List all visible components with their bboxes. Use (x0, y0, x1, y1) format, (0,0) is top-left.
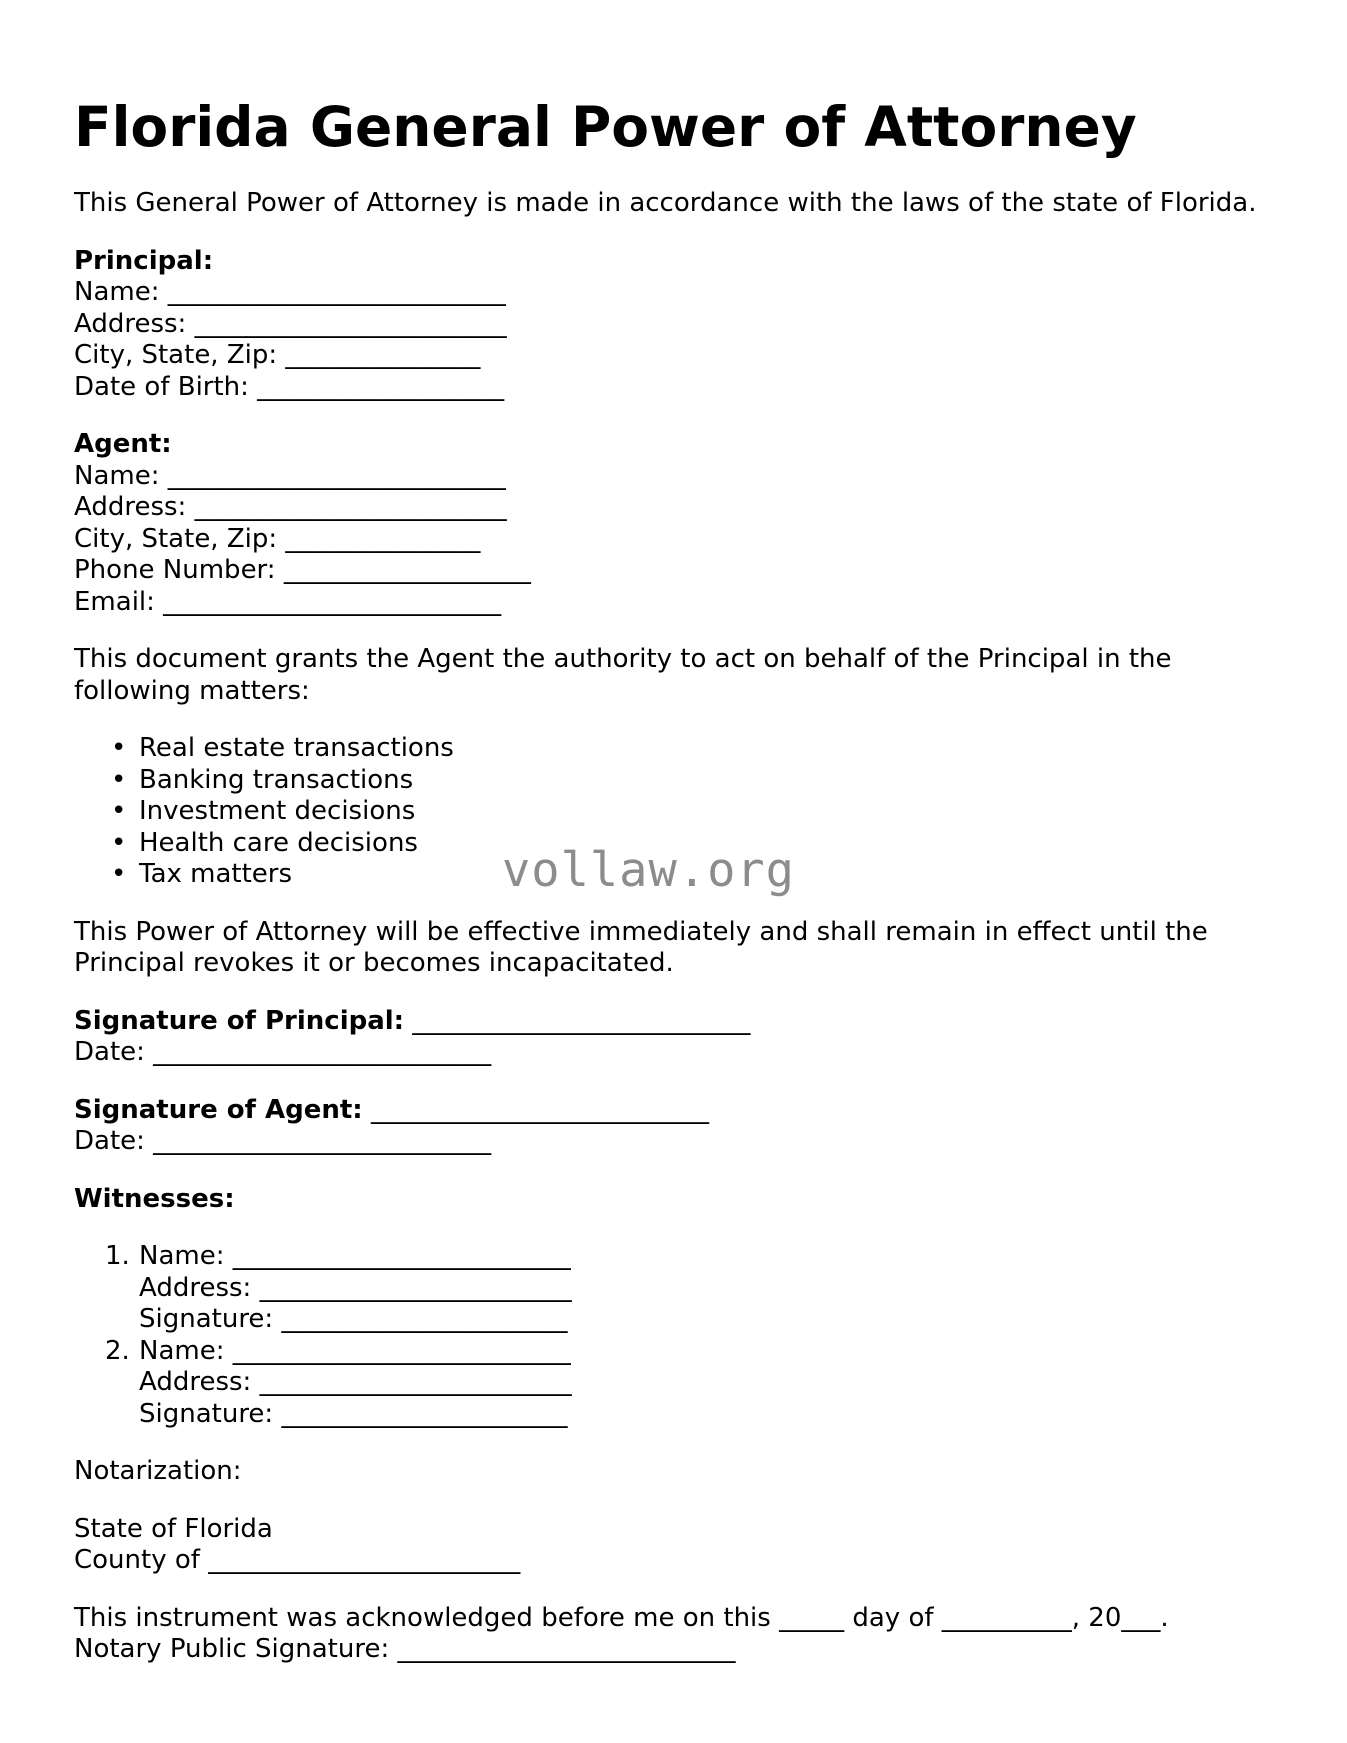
grant-line: following matters: (74, 675, 310, 706)
witness-name-field: Name: __________________________ (139, 1335, 571, 1366)
notarization-heading: Notarization: (74, 1456, 242, 1486)
witness-number: 1. (105, 1241, 130, 1271)
principal-heading: Principal: (74, 245, 214, 276)
notary-acknowledgment (74, 1603, 1304, 1666)
witness-item (105, 1241, 1304, 1336)
list-item: • Tax matters (139, 859, 1304, 891)
list-item: • Investment decisions (139, 796, 1304, 828)
agent-date-field: Date: __________________________ (74, 1126, 492, 1156)
witness-name-field: Name: __________________________ (139, 1241, 571, 1271)
principal-name-field: Name: __________________________ (74, 277, 506, 307)
principal-dob-field: Date of Birth: ___________________ (74, 371, 505, 402)
principal-signature-label: Signature of Principal: (74, 1005, 405, 1036)
principal-address-field: Address: ________________________ (74, 308, 507, 339)
agent-signature-blank: __________________________ (362, 1094, 709, 1125)
principal-city-field: City, State, Zip: _______________ (74, 340, 481, 370)
notary-county-field: County of ________________________ (74, 1545, 521, 1575)
agent-phone-field: Phone Number: ___________________ (74, 555, 531, 585)
watermark: vollaw.org (502, 843, 795, 898)
agent-city-field: City, State, Zip: _______________ (74, 523, 481, 554)
notary-state: State of Florida (74, 1513, 273, 1544)
effective-line: This Power of Attorney will be effective immediately and shall remain in effect until the (74, 916, 1208, 947)
agent-signature-label: Signature of Agent: (74, 1094, 363, 1125)
intro-paragraph: This General Power of Attorney is made in accordance with the laws of the state of Florida. (74, 188, 1257, 218)
list-item: • Banking transactions (139, 765, 1304, 797)
notary-venue (74, 1514, 1304, 1577)
grant-paragraph (74, 644, 1304, 707)
principal-section (74, 246, 1304, 404)
principal-signature-line (74, 1006, 1304, 1038)
effective-line: Principal revokes it or becomes incapacitated. (74, 948, 674, 978)
agent-address-field: Address: ________________________ (74, 492, 507, 522)
list-item: • Health care decisions (139, 828, 1304, 860)
document-title: Florida General Power of Attorney (74, 95, 1137, 159)
agent-heading: Agent: (74, 429, 172, 459)
witness-signature-field: Signature: ______________________ (139, 1304, 568, 1334)
witness-item (105, 1335, 1304, 1431)
list-item: • Real estate transactions (139, 733, 1304, 765)
effective-paragraph (74, 917, 1304, 980)
acknowledgment-line: This instrument was acknowledged before me on this _____ day of __________, 20___. (74, 1602, 1169, 1633)
agent-name-field: Name: __________________________ (74, 460, 506, 491)
agent-signature-line (74, 1095, 1304, 1127)
witnesses-list (74, 1241, 1304, 1430)
agent-section (74, 429, 1304, 618)
witness-address-field: Address: ________________________ (139, 1367, 572, 1397)
witness-signature-field: Signature: ______________________ (139, 1398, 568, 1429)
principal-signature-blank: __________________________ (404, 1005, 751, 1036)
notary-signature-field: Notary Public Signature: __________________________ (74, 1634, 736, 1664)
principal-date-field: Date: __________________________ (74, 1037, 492, 1067)
witness-address-field: Address: ________________________ (139, 1272, 572, 1303)
witnesses-heading: Witnesses: (74, 1183, 235, 1214)
agent-signature-section (74, 1095, 1304, 1158)
principal-signature-section (74, 1006, 1304, 1069)
grant-line: This document grants the Agent the authority to act on behalf of the Principal in the (74, 644, 1172, 674)
agent-email-field: Email: __________________________ (74, 586, 502, 617)
witness-number: 2. (105, 1335, 130, 1366)
